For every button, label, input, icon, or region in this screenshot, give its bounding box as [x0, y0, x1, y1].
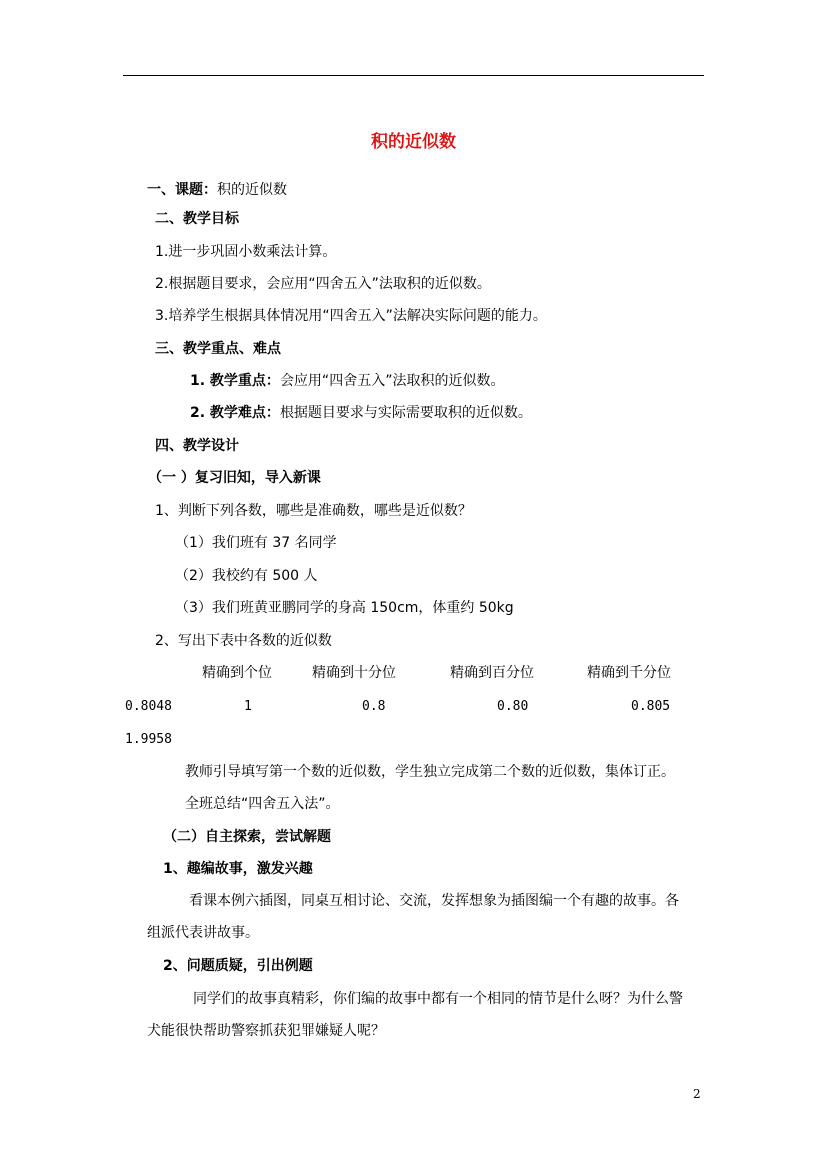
- question-1: 1、判断下列各数，哪些是准确数，哪些是近似数？: [155, 503, 472, 519]
- goal-item-2: 2.根据题目要求，会应用“四舍五入”法取积的近似数。: [155, 276, 491, 292]
- table-row-2-number: 1.9958: [125, 732, 172, 747]
- section-4-heading: 四、教学设计: [155, 438, 239, 454]
- question-1-item-3: （3）我们班黄亚鹏同学的身高 150cm，体重约 50kg: [175, 600, 514, 616]
- table-header-hundredths: 精确到百分位: [450, 665, 534, 681]
- document-title: 积的近似数: [371, 132, 456, 152]
- teacher-guidance: 教师引导填写第一个数的近似数，学生独立完成第二个数的近似数，集体订正。: [185, 764, 675, 780]
- section-3-heading: 三、教学重点、难点: [155, 341, 281, 357]
- question-1-item-1: （1）我们班有 37 名同学: [175, 535, 337, 551]
- question-1-item-2: （2）我校约有 500 人: [175, 568, 318, 584]
- key-point-label: 1. 教学重点：: [190, 373, 280, 389]
- page-number: 2: [693, 1087, 701, 1101]
- difficult-point-label: 2. 教学难点：: [190, 405, 280, 421]
- table-row-1-hundredths: 0.80: [497, 699, 529, 714]
- part-2-para-2-line-2: 犬能很快帮助警察抓获犯罪嫌疑人呢？: [147, 1023, 385, 1039]
- header-rule: [123, 75, 704, 76]
- question-2: 2、写出下表中各数的近似数: [155, 633, 332, 649]
- goal-item-1: 1.进一步巩固小数乘法计算。: [155, 244, 337, 260]
- part-2-para-1-line-1: 看课本例六插图，同桌互相讨论、交流，发挥想象为插图编一个有趣的故事。各: [189, 893, 679, 909]
- part-2-sub-1: 1、趣编故事，激发兴趣: [163, 861, 313, 877]
- part-2-heading: （二）自主探索，尝试解题: [163, 829, 331, 845]
- table-row-1-thousandths: 0.805: [631, 699, 671, 714]
- section-2-heading: 二、教学目标: [155, 211, 239, 227]
- goal-item-3: 3.培养学生根据具体情况用“四舍五入”法解决实际问题的能力。: [155, 308, 547, 324]
- section-1: [147, 181, 287, 199]
- part-1-heading: （一 ）复习旧知，导入新课: [148, 470, 321, 486]
- table-header-thousandths: 精确到千分位: [587, 665, 671, 681]
- part-2-para-2-line-1: 同学们的故事真精彩，你们编的故事中都有一个相同的情节是什么呀？为什么警: [193, 991, 683, 1007]
- table-header-tenths: 精确到十分位: [312, 665, 396, 681]
- table-row-1-ones: 1: [244, 699, 252, 714]
- part-2-para-1-line-2: 组派代表讲故事。: [147, 925, 259, 941]
- table-row-1-number: 0.8048: [125, 699, 172, 714]
- class-summary: 全班总结“四舍五入法”。: [185, 796, 340, 812]
- table-row-1-tenths: 0.8: [362, 699, 386, 714]
- difficult-point: [190, 404, 532, 422]
- key-point: [190, 372, 504, 390]
- section-1-text: 积的近似数: [217, 182, 287, 198]
- table-header-ones: 精确到个位: [202, 665, 272, 681]
- key-point-text: 会应用“四舍五入”法取积的近似数。: [279, 373, 505, 389]
- difficult-point-text: 根据题目要求与实际需要取积的近似数。: [279, 405, 532, 421]
- part-2-sub-2: 2、问题质疑，引出例题: [163, 958, 313, 974]
- section-1-label: 一、课题：: [147, 182, 217, 198]
